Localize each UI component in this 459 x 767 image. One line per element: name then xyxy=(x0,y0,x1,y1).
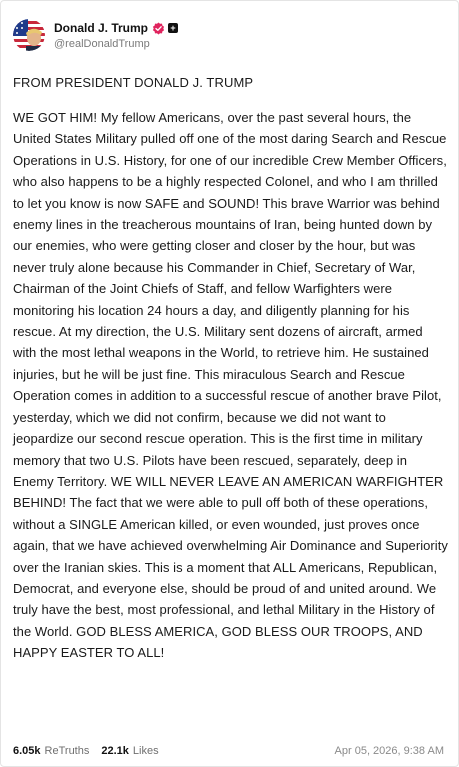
name-row xyxy=(54,20,178,36)
post-header xyxy=(13,17,178,53)
likes-count: 22.1k xyxy=(101,745,129,757)
verified-badge-icon xyxy=(152,22,165,35)
post-body: WE GOT HIM! My fellow Americans, over the past several hours, the United States Military pulled off one of the most daring Search and Rescue Operations in U.S. History, for one of our incredible Crew Member Officers, who also happens to be a highly respected Colonel, and who I am thrilled to let you know is now SAFE and SOUND! This brave Warrior was behind enemy lines in the treacherous mountains of Iran, being hunted down by our enemies, who were getting closer and closer by the hour, but was never truly alone because his Commander in Chief, Secretary of War, Chairman of the Joint Chiefs of Staff, and fellow Warfighters were monitoring his location 24 hours a day, and diligently planning for his rescue. At my direction, the U.S. Military sent dozens of aircraft, armed with the most lethal weapons in the World, to retrieve him. He sustained injuries, but he will be just fine. This miraculous Search and Rescue Operation comes in addition to a successful rescue of another brave Pilot, yesterday, which we did not confirm, because we did not want to jeopardize our second rescue operation. This is the first time in military memory that two U.S. Pilots have been rescued, separately, deep in Enemy Territory. WE WILL NEVER LEAVE AN AMERICAN WARFIGHTER BEHIND! The fact that we were able to pull off both of these operations, without a SINGLE American killed, or even wounded, just proves once again, that we have achieved overwhelming Air Dominance and Superiority over the Iranian skies. This is a moment that ALL Americans, Republican, Democrat, and everyone else, should be proud of and united around. We truly have the best, most professional, and lethal Military in the History of the World. GOD BLESS AMERICA, GOD BLESS OUR TROOPS, AND HAPPY EASTER TO ALL! xyxy=(13,110,448,661)
retruths-count: 6.05k xyxy=(13,745,41,757)
post-title: FROM PRESIDENT DONALD J. TRUMP xyxy=(13,75,254,90)
profile-photo-flag xyxy=(13,19,45,51)
retruths-label: ReTruths xyxy=(44,745,90,757)
author-names xyxy=(54,20,178,50)
author-display-name[interactable]: Donald J. Trump xyxy=(54,21,149,35)
post-footer xyxy=(13,742,444,760)
retruths-stat[interactable] xyxy=(13,745,89,757)
avatar[interactable] xyxy=(13,19,45,51)
post-timestamp[interactable]: Apr 05, 2026, 9:38 AM xyxy=(334,745,444,757)
plus-badge-icon: + xyxy=(168,23,178,33)
likes-label: Likes xyxy=(132,745,159,757)
author-handle[interactable]: @realDonaldTrump xyxy=(54,38,150,50)
likes-stat[interactable] xyxy=(101,745,158,757)
